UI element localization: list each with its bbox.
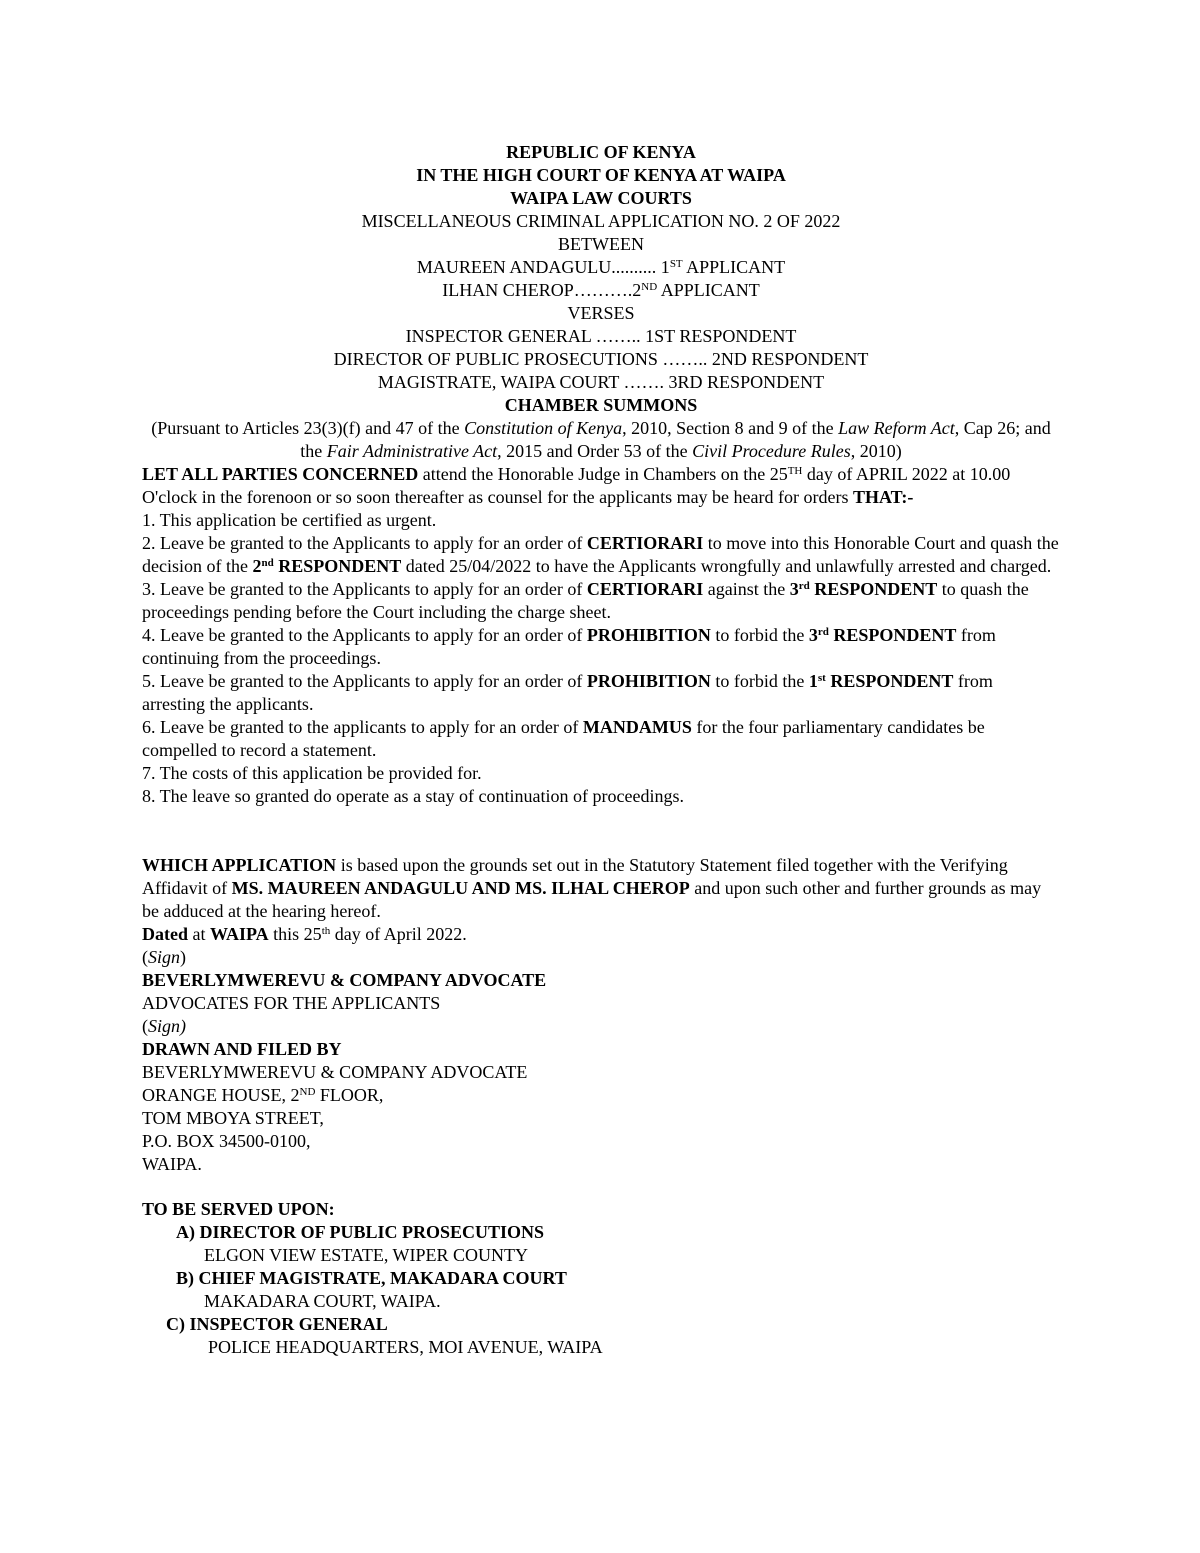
- served-party-b: [142, 1267, 1060, 1313]
- firm-address: [142, 1061, 1060, 1176]
- law-courts-title: WAIPA LAW COURTS: [510, 188, 692, 208]
- document-page: [142, 141, 1060, 1359]
- court-title: IN THE HIGH COURT OF KENYA AT WAIPA: [416, 165, 786, 185]
- address-floor: ORANGE HOUSE, 2ND FLOOR,: [142, 1085, 384, 1105]
- served-party-address: POLICE HEADQUARTERS, MOI AVENUE, WAIPA: [208, 1337, 603, 1357]
- served-party-c: [142, 1313, 1060, 1359]
- served-party-address: ELGON VIEW ESTATE, WIPER COUNTY: [204, 1245, 529, 1265]
- case-number: MISCELLANEOUS CRIMINAL APPLICATION NO. 2 OF 2022: [361, 211, 841, 231]
- served-title: TO BE SERVED UPON:: [142, 1199, 335, 1219]
- applicant-2: ILHAN CHEROP……….2ND APPLICANT: [442, 280, 760, 300]
- served-party-label: C) INSPECTOR GENERAL: [166, 1314, 388, 1334]
- between-label: BETWEEN: [558, 234, 644, 254]
- order-item: 1. This application be certified as urgent.: [142, 510, 437, 530]
- address-street: TOM MBOYA STREET,: [142, 1108, 324, 1128]
- grounds-paragraph: WHICH APPLICATION is based upon the grounds set out in the Statutory Statement filed together with the Verifying Affidavit of MS. MAUREEN ANDAGULU AND MS. ILHAL CHEROP and upon such other and further grounds as may be adduced at the hearing hereof.: [142, 855, 1042, 921]
- address-firm: BEVERLYMWEREVU & COMPANY ADVOCATE: [142, 1062, 528, 1082]
- verses-label: VERSES: [567, 303, 635, 323]
- order-item: 5. Leave be granted to the Applicants to apply for an order of PROHIBITION to forbid the 1st RESPONDENT from arresting the applicants.: [142, 671, 993, 714]
- advocates-for-label: ADVOCATES FOR THE APPLICANTS: [142, 993, 441, 1013]
- order-item: 7. The costs of this application be provided for.: [142, 763, 482, 783]
- republic-title: REPUBLIC OF KENYA: [506, 142, 696, 162]
- drawn-filed-label: DRAWN AND FILED BY: [142, 1039, 342, 1059]
- respondent-3: MAGISTRATE, WAIPA COURT ……. 3RD RESPONDENT: [377, 372, 825, 392]
- orders-list: [142, 509, 1060, 808]
- order-item: 4. Leave be granted to the Applicants to apply for an order of PROHIBITION to forbid the 3rd RESPONDENT from continuing from the proceedings.: [142, 625, 996, 668]
- signature-placeholder: (Sign): [142, 947, 187, 967]
- address-city: WAIPA.: [142, 1154, 202, 1174]
- served-party-label: B) CHIEF MAGISTRATE, MAKADARA COURT: [176, 1268, 567, 1288]
- spacer: [142, 1176, 1060, 1198]
- respondent-1: INSPECTOR GENERAL …….. 1ST RESPONDENT: [405, 326, 797, 346]
- served-party-label: A) DIRECTOR OF PUBLIC PROSECUTIONS: [176, 1222, 545, 1242]
- served-party-a: [142, 1221, 1060, 1267]
- order-item: 3. Leave be granted to the Applicants to apply for an order of CERTIORARI against the 3rd RESPONDENT to quash the proceedings pending before the Court including the charge sheet.: [142, 579, 1029, 622]
- served-party-address: MAKADARA COURT, WAIPA.: [204, 1291, 441, 1311]
- intro-paragraph: LET ALL PARTIES CONCERNED attend the Honorable Judge in Chambers on the 25TH day of APRIL 2022 at 10.00 O'clock in the forenoon or so soon thereafter as counsel for the applicants may be heard for orders THAT:-: [142, 464, 1011, 507]
- respondent-2: DIRECTOR OF PUBLIC PROSECUTIONS …….. 2ND RESPONDENT: [333, 349, 869, 369]
- applicant-1: MAUREEN ANDAGULU.......... 1ST APPLICANT: [416, 257, 786, 277]
- case-heading: [142, 141, 1060, 463]
- service-section: [142, 1198, 1060, 1359]
- pursuant-clause: (Pursuant to Articles 23(3)(f) and 47 of the Constitution of Kenya, 2010, Section 8 and 9 of the Law Reform Act, Cap 26; and the Fair Administrative Act, 2015 and Order 53 of the Civil Procedure Rules, 2010): [151, 418, 1051, 461]
- advocate-firm: BEVERLYMWEREVU & COMPANY ADVOCATE: [142, 970, 547, 990]
- signature-placeholder: (Sign): [142, 1016, 186, 1036]
- dated-line: Dated at WAIPA this 25th day of April 2022.: [142, 924, 467, 944]
- order-item: 8. The leave so granted do operate as a stay of continuation of proceedings.: [142, 786, 684, 806]
- address-box: P.O. BOX 34500-0100,: [142, 1131, 311, 1151]
- document-title: CHAMBER SUMMONS: [504, 395, 698, 415]
- spacer: [142, 808, 1060, 854]
- order-item: 6. Leave be granted to the applicants to apply for an order of MANDAMUS for the four parliamentary candidates be compelled to record a statement.: [142, 717, 985, 760]
- order-item: 2. Leave be granted to the Applicants to apply for an order of CERTIORARI to move into this Honorable Court and quash the decision of the 2nd RESPONDENT dated 25/04/2022 to have the Applicants wrongfully and unlawfully arrested and charged.: [142, 533, 1059, 576]
